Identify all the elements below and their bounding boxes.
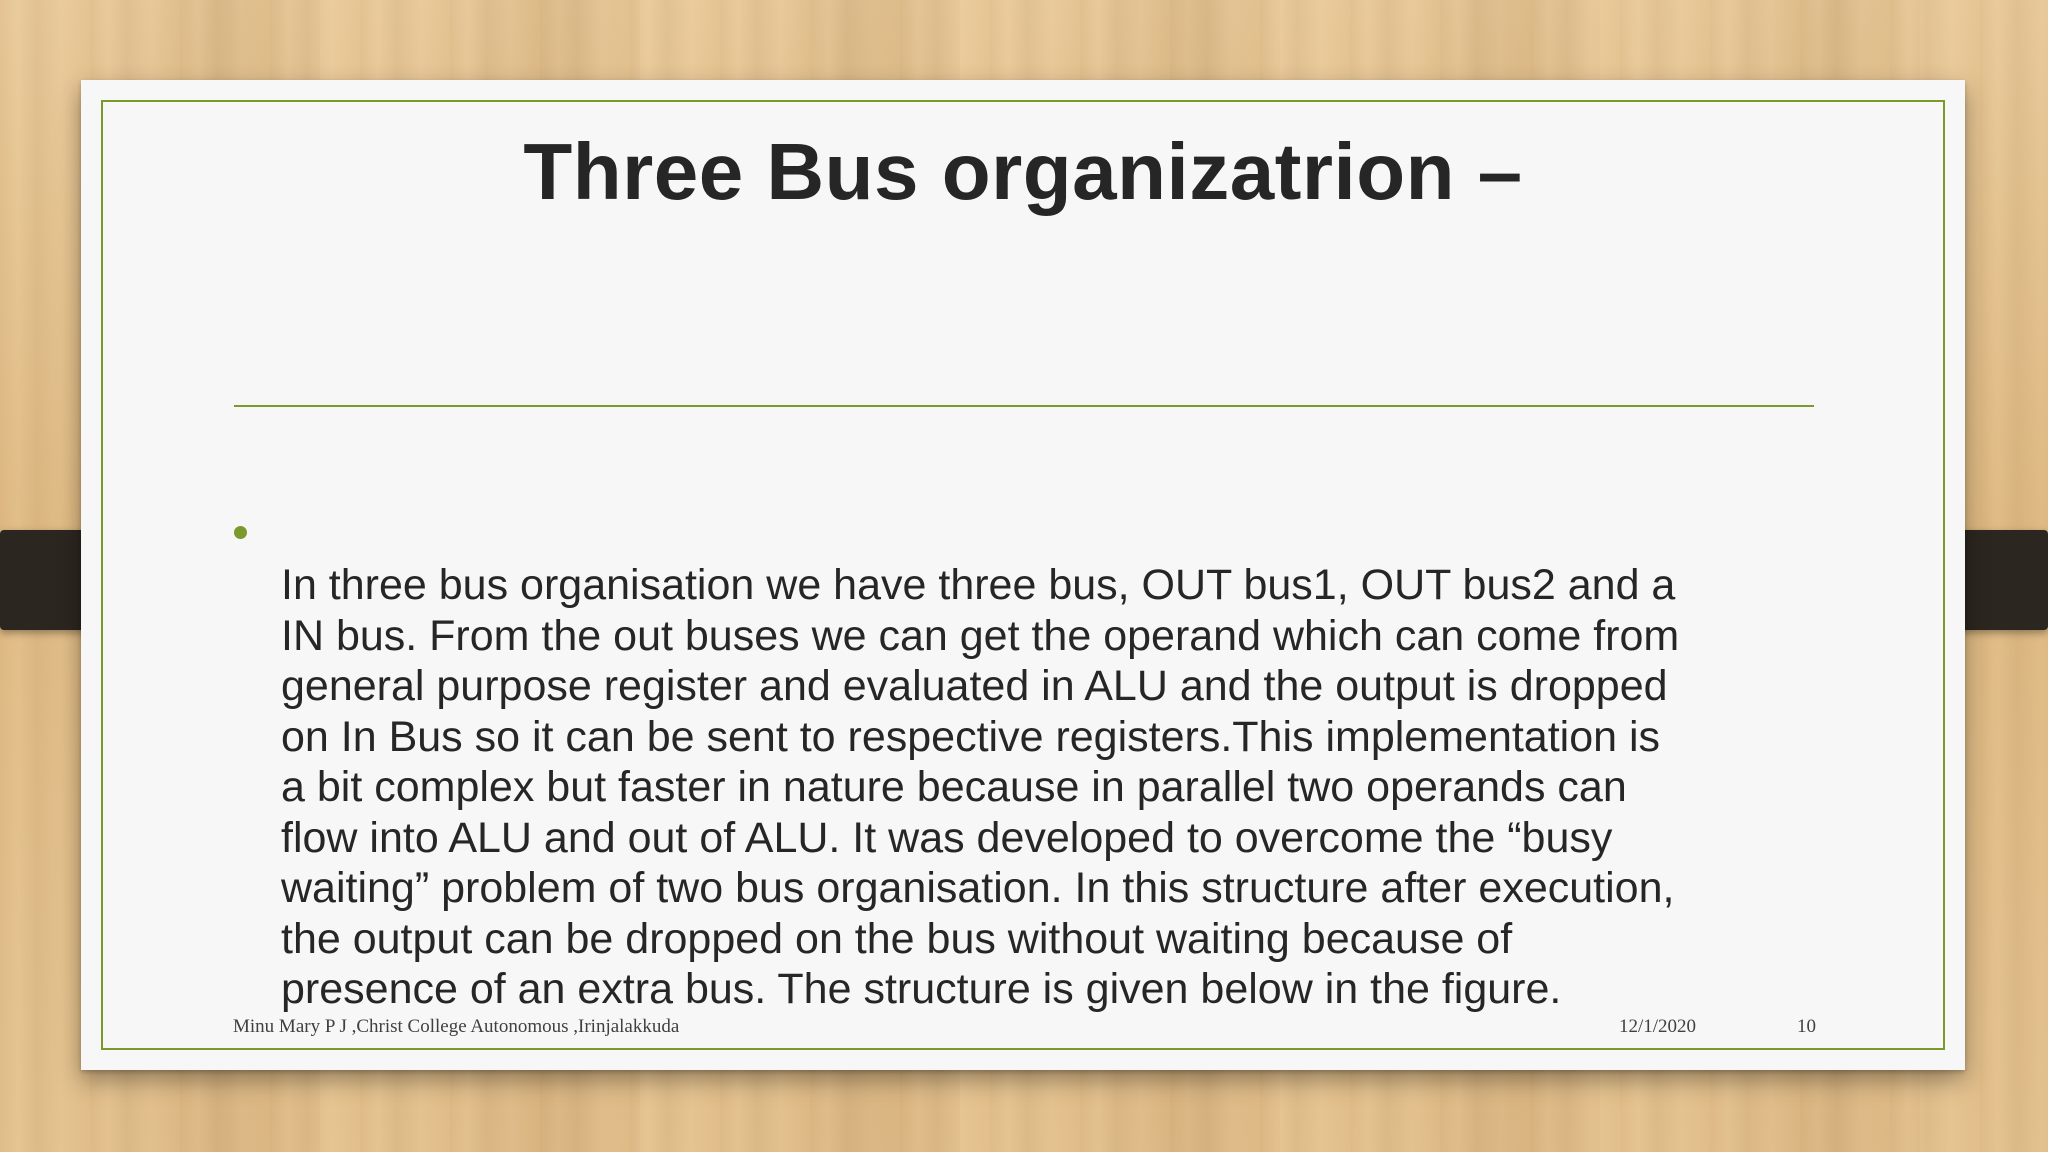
body-line: IN bus. From the out buses we can get the operand which can come from <box>281 611 1680 660</box>
body-line: general purpose register and evaluated in ALU and the output is dropped <box>281 662 1668 710</box>
footer-author: Minu Mary P J ,Christ College Autonomous ,Irinjalakkuda <box>233 1016 680 1037</box>
slide-title: Three Bus organizatrion – <box>523 127 1523 216</box>
bullet-dot-icon <box>234 526 247 539</box>
body-line: presence of an extra bus. The structure is given below in the figure. <box>281 965 1562 1013</box>
slide <box>81 80 1965 1070</box>
body-line: flow into ALU and out of ALU. It was developed to overcome the “busy <box>281 813 1613 862</box>
footer-page-number: 10 <box>1797 1016 1816 1037</box>
body-line: a bit complex but faster in nature because in parallel two operands can <box>281 763 1627 811</box>
footer-date: 12/1/2020 <box>1619 1016 1697 1037</box>
body-line: on In Bus so it can be sent to respective registers.This implementation is <box>281 712 1661 761</box>
slide-body-text <box>281 560 1901 1015</box>
body-line: In three bus organisation we have three bus, OUT bus1, OUT bus2 and a <box>281 561 1676 609</box>
body-line: waiting” problem of two bus organisation. In this structure after execution, <box>281 864 1675 912</box>
body-line: the output can be dropped on the bus without waiting because of <box>281 914 1513 963</box>
title-divider <box>234 405 1814 407</box>
